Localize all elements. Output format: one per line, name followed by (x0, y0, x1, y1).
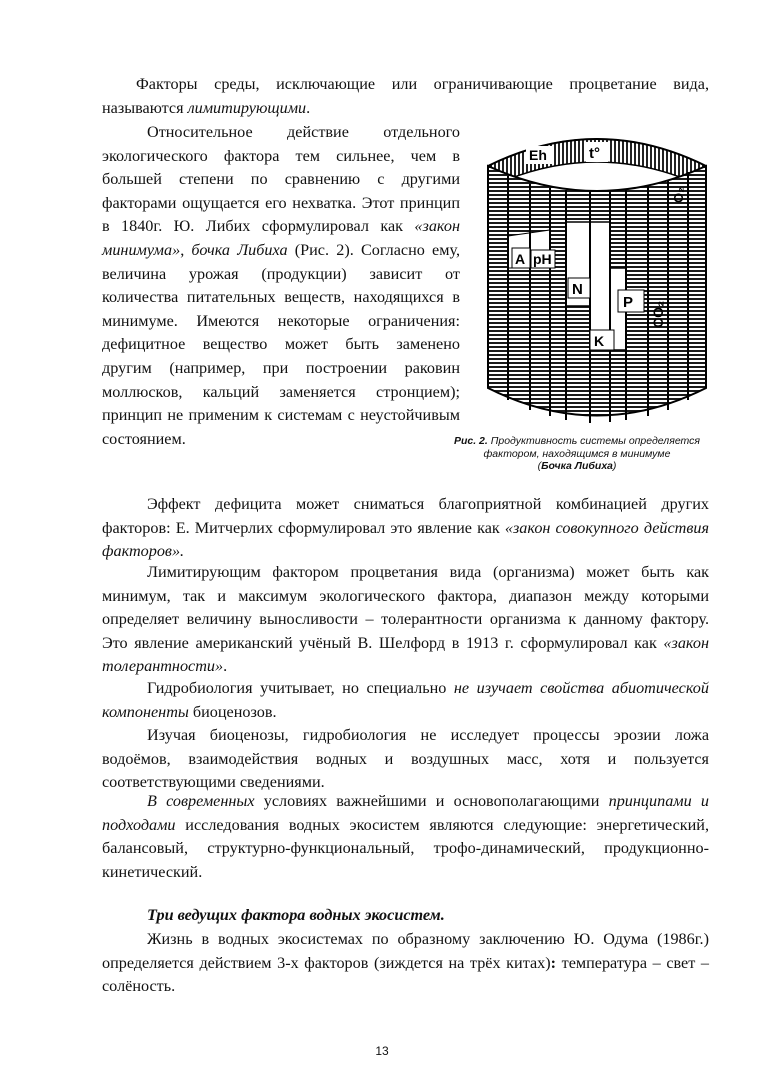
label-a: A (515, 251, 526, 267)
paragraph-1: Факторы среды, исключающие или ограничивающие процветание вида, называются лимитирующими. (102, 75, 709, 117)
caption-label: Рис. 2. (453, 435, 488, 447)
label-temperature: t° (589, 145, 600, 162)
label-k: K (594, 333, 605, 349)
paragraph-7: В современных условиях важнейшими и основополагающими принципами и подходами исследования водных экосистем являются следующие: энергетический, балансовый, структурно-функциональный, трофо-динамический, продукционно-кинетический. (102, 792, 709, 881)
label-o2: O₂ (671, 187, 686, 203)
paragraph-8: Жизнь в водных экосистемах по образному заключению Ю. Одума (1986г.) определяется действием 3-х факторов (зиждется на трёх китах): температура – свет – солёность. (102, 930, 709, 996)
paragraph-3: Эффект дефицита может сниматься благоприятной комбинацией других факторов: Е. Митчерлих сформулировал это явление как «закон совокупного действия факторов». (102, 495, 709, 561)
section-heading: Три ведущих фактора водных экосистем. (147, 906, 445, 924)
paragraph-6: Изучая биоценозы, гидробиология не исследует процессы эрозии ложа водоёмов, взаимодействия водных и воздушных масс, хотя и пользуется соответствующими сведениями. (102, 726, 709, 792)
page-number: 13 (375, 1044, 389, 1058)
label-ph: pH (533, 251, 552, 267)
liebig-barrel-figure (478, 118, 716, 430)
paragraph-2: Относительное действие отдельного экологического фактора тем сильнее, чем в большей степени по сравнению с другими факторами ощущается его нехватка. Этот принцип в 1840г. Ю. Либих сформулировал как «закон минимума», бочка Либиха (Рис. 2). Согласно ему, величина урожая (продукции) зависит от количества питательных веществ, находящихся в минимуме. Имеются некоторые ограничения: дефицитное вещество может быть заменено другим (например, при построении раковин моллюсков, кальций заменяется стронцием); принцип не применим к системам с неустойчивым состоянием. (102, 123, 460, 448)
label-co2: CO₂ (650, 300, 666, 328)
label-eh: Eh (529, 147, 547, 163)
figure-caption: Рис. 2. Продуктивность системы определяется фактором, находящимся в минимуме (Бочка Либиха) (453, 435, 701, 472)
term-limiting: лимитирующими (187, 98, 307, 117)
label-p: P (623, 294, 634, 311)
paragraph-5: Гидробиология учитывает, но специально не изучает свойства абиотической компоненты биоценозов. (102, 679, 709, 721)
paragraph-4: Лимитирующим фактором процветания вида (организма) может быть как минимум, так и максимум экологического фактора, диапазон между которыми определяет величину выносливости – толерантности организма к данному фактору. Это явление американский учёный В. Шелфорд в 1913 г. сформулировал как «закон толерантности». (102, 563, 709, 676)
label-n: N (572, 281, 583, 298)
